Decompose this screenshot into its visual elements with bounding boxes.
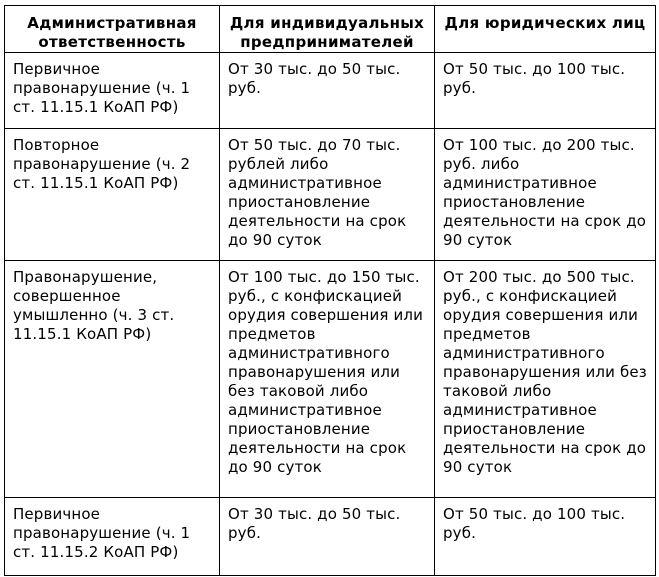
- header-row: [5, 6, 656, 53]
- individual-penalty-cell: От 30 тыс. до 50 тыс. руб.: [220, 498, 435, 576]
- individual-penalty-cell: От 30 тыс. до 50 тыс. руб.: [220, 53, 435, 129]
- offense-cell: Правонарушение, совершенное умышленно (ч. 3 ст. 11.15.1 КоАП РФ): [5, 261, 220, 498]
- header-legal-entities: Для юридических лиц: [435, 6, 656, 53]
- legal-penalty-cell: От 50 тыс. до 100 тыс. руб.: [435, 498, 656, 576]
- legal-penalty-cell: От 200 тыс. до 500 тыс. руб., с конфискацией орудия совершения или предметов административного правонарушения или без таковой либо административное приостановление деятельности на срок до 90 суток: [435, 261, 656, 498]
- table-row: [5, 53, 656, 129]
- table-row: [5, 129, 656, 261]
- legal-penalty-cell: От 100 тыс. до 200 тыс. руб. либо административное приостановление деятельности на срок до 90 суток: [435, 129, 656, 261]
- legal-penalty-cell: От 50 тыс. до 100 тыс. руб.: [435, 53, 656, 129]
- table-row: [5, 261, 656, 498]
- offense-cell: Первичное правонарушение (ч. 1 ст. 11.15.1 КоАП РФ): [5, 53, 220, 129]
- table-row: [5, 498, 656, 576]
- header-individual-entrepreneurs: Для индивидуальных предпринимателей: [220, 6, 435, 53]
- individual-penalty-cell: От 50 тыс. до 70 тыс. рублей либо административное приостановление деятельности на срок до 90 суток: [220, 129, 435, 261]
- offense-cell: Первичное правонарушение (ч. 1 ст. 11.15.2 КоАП РФ): [5, 498, 220, 576]
- penalties-table: [4, 5, 656, 576]
- individual-penalty-cell: От 100 тыс. до 150 тыс. руб., с конфискацией орудия совершения или предметов административного правонарушения или без таковой либо административное приостановление деятельности на срок до 90 суток: [220, 261, 435, 498]
- header-liability: Административная ответственность: [5, 6, 220, 53]
- offense-cell: Повторное правонарушение (ч. 2 ст. 11.15.1 КоАП РФ): [5, 129, 220, 261]
